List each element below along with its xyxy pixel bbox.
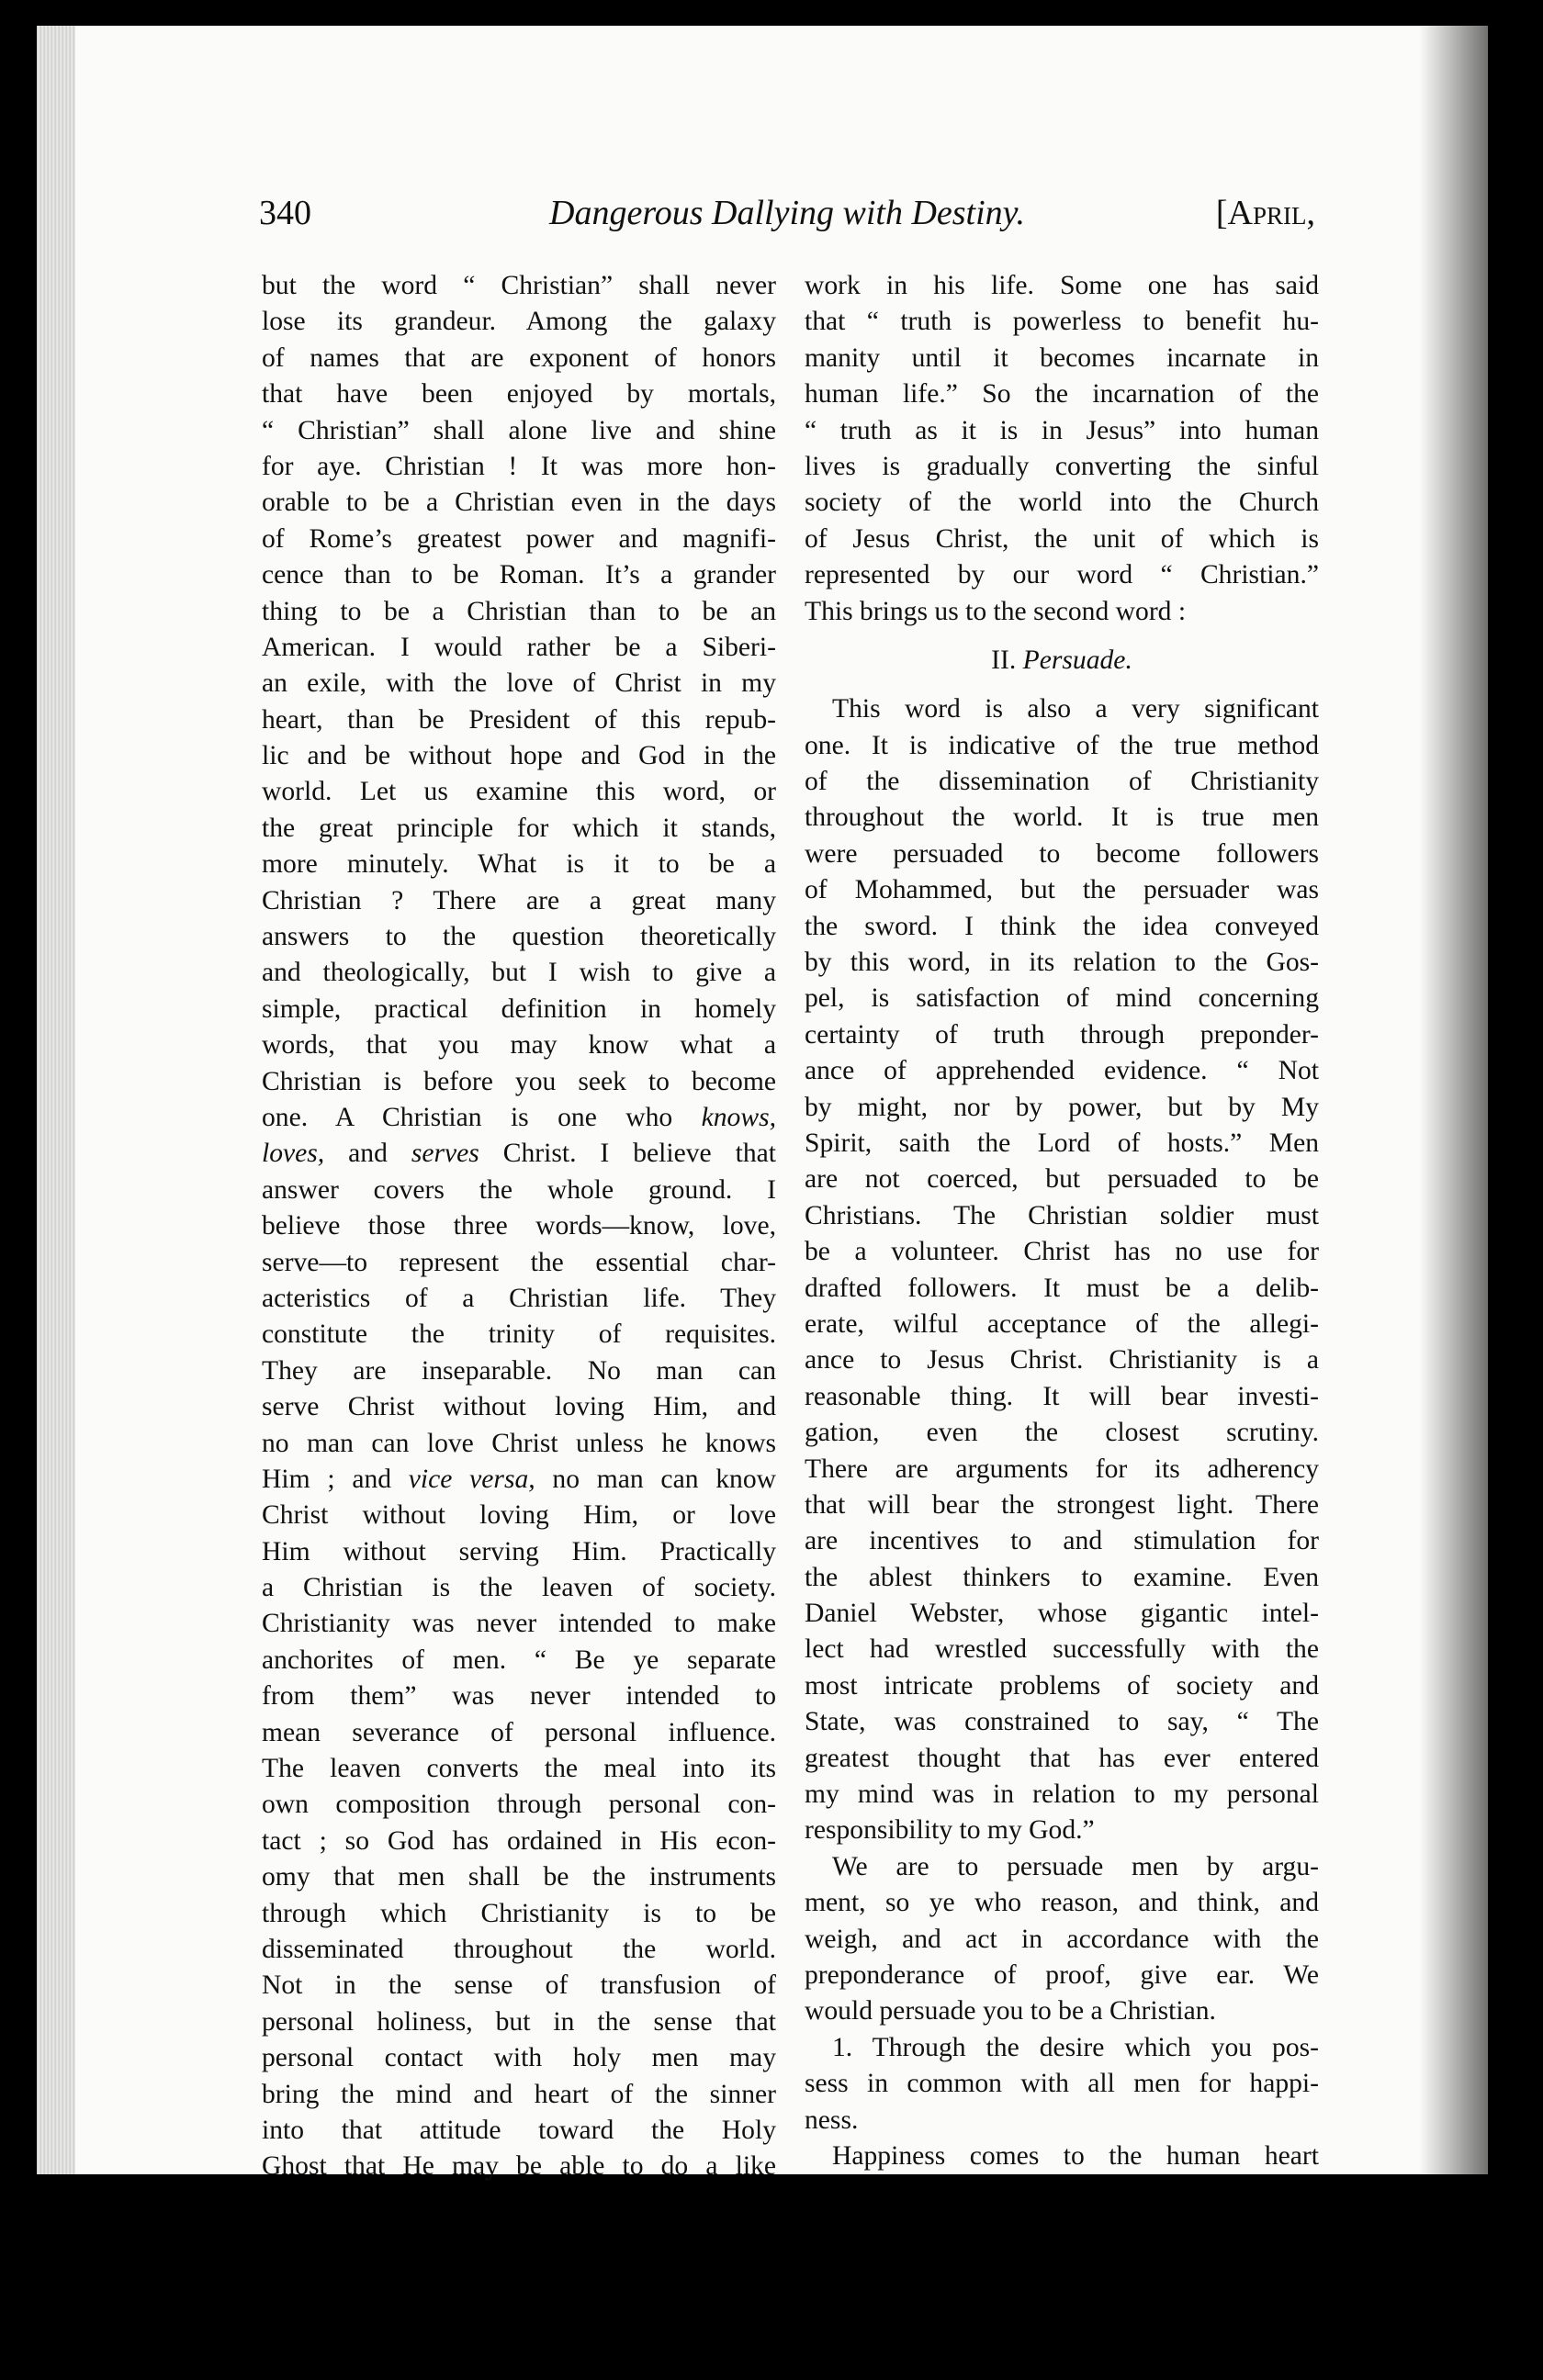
text-line: are not coerced, but persuaded to be xyxy=(805,1164,1319,1195)
text-line: Ghost that He may be able to do a like xyxy=(262,2151,776,2182)
text-line: into that attitude toward the Holy xyxy=(262,2115,776,2145)
text-line: of names that are exponent of honors xyxy=(262,342,776,373)
text-line: mean severance of personal influence. xyxy=(262,1717,776,1747)
text-line: acteristics of a Christian life. They xyxy=(262,1283,776,1313)
text-line: greatest thought that has ever entered xyxy=(805,1743,1319,1773)
text-line: are incentives to and stimulation for xyxy=(805,1526,1319,1556)
text-line: a Christian is the leaven of society. xyxy=(262,1573,776,1603)
text-line: omy that men shall be the instruments xyxy=(262,1862,776,1892)
text-line: Daniel Webster, whose gigantic intel- xyxy=(805,1599,1319,1629)
text-line: my mind was in relation to my personal xyxy=(805,1779,1319,1810)
text-line: lect had wrestled successfully with the xyxy=(805,1634,1319,1665)
text-line: that “ truth is powerless to benefit hu- xyxy=(805,307,1319,337)
text-line: weigh, and act in accordance with the xyxy=(805,1924,1319,1954)
text-line: We are to persuade men by argu- xyxy=(832,1851,1319,1881)
text-line: no man can love Christ unless he knows xyxy=(262,1428,776,1458)
text-line: sess in common with all men for happi- xyxy=(805,2069,1319,2099)
text-line: personal holiness, but in the sense that xyxy=(262,2006,776,2037)
text-line: answer covers the whole ground. I xyxy=(262,1174,776,1205)
text-line: work in his life. Some one has said xyxy=(805,271,1319,300)
text-line: This word is also a very significant xyxy=(832,694,1319,724)
text-line: The leaven converts the meal into its xyxy=(262,1754,776,1784)
text-line: 1. Through the desire which you pos- xyxy=(832,2032,1319,2062)
text-line: answers to the question theoretically xyxy=(262,922,776,952)
text-line: one. It is indicative of the true method xyxy=(805,730,1319,760)
text-line: constitute the trinity of requisites. xyxy=(262,1319,776,1350)
text-line: Christianity was never intended to make xyxy=(262,1609,776,1639)
gutter-shadow xyxy=(1419,26,1488,2174)
text-line: erate, wilful acceptance of the allegi- xyxy=(805,1308,1319,1339)
text-line: gation, even the closest scrutiny. xyxy=(805,1418,1319,1448)
text-line: personal contact with holy men may xyxy=(262,2043,776,2073)
text-line: words, that you may know what a xyxy=(262,1030,776,1061)
text-line: loves, and serves Christ. I believe that xyxy=(262,1139,776,1169)
text-line: Him ; and vice versa, no man can know xyxy=(262,1464,777,1494)
text-line: the sword. I think the idea conveyed xyxy=(805,911,1319,941)
text-line: human life.” So the incarnation of the xyxy=(805,379,1319,410)
text-line: lic and be without hope and God in the xyxy=(262,741,776,771)
text-line: ance to Jesus Christ. Christianity is a xyxy=(805,1345,1319,1375)
page-edge-stack xyxy=(37,26,75,2174)
running-title: Dangerous Dallying with Destiny. xyxy=(549,194,1025,232)
text-line: one. A Christian is one who knows, xyxy=(262,1102,776,1132)
text-line: the great principle for which it stands, xyxy=(262,813,776,843)
section-heading xyxy=(805,643,1319,679)
text-line: thing to be a Christian than to be an xyxy=(262,596,776,626)
text-line: Him without serving Him. Practically xyxy=(262,1536,776,1566)
text-line: for aye. Christian ! It was more hon- xyxy=(262,451,776,481)
text-line: disseminated throughout the world. xyxy=(262,1934,776,1964)
text-line: ance of apprehended evidence. “ Not xyxy=(805,1056,1319,1086)
text-line: drafted followers. It must be a delib- xyxy=(805,1273,1319,1303)
right-column xyxy=(805,268,1319,2174)
text-line: anchorites of men. “ Be ye separate xyxy=(262,1645,776,1675)
text-line: bring the mind and heart of the sinner xyxy=(262,2079,776,2109)
text-line: This brings us to the second word : xyxy=(805,596,1187,626)
text-line: certainty of truth through preponder- xyxy=(805,1019,1319,1050)
text-line: Happiness comes to the human heart xyxy=(832,2140,1319,2171)
text-line: serve Christ without loving Him, and xyxy=(262,1392,776,1422)
text-line: They are inseparable. No man can xyxy=(262,1355,776,1386)
text-line: Christian ? There are a great many xyxy=(262,885,776,915)
text-line: through which Christianity is to be xyxy=(262,1898,776,1928)
text-line: American. I would rather be a Siberi- xyxy=(262,632,776,662)
text-line: “ Christian” shall alone live and shine xyxy=(262,415,776,445)
text-line: Spirit, saith the Lord of hosts.” Men xyxy=(805,1128,1319,1158)
text-line: throughout the world. It is true men xyxy=(805,803,1319,833)
text-line: preponderance of proof, give ear. We xyxy=(805,1959,1319,1990)
text-line: of Rome’s greatest power and magnifi- xyxy=(262,523,776,554)
text-line: reasonable thing. It will bear investi- xyxy=(805,1381,1319,1411)
text-line: the ablest thinkers to examine. Even xyxy=(805,1562,1319,1592)
text-line: serve—to represent the essential char- xyxy=(262,1247,776,1277)
text-line: ment, so ye who reason, and think, and xyxy=(805,1888,1319,1918)
text-line: orable to be a Christian even in the days xyxy=(262,488,776,518)
text-line: were persuaded to become followers xyxy=(805,838,1319,869)
text-line: heart, than be President of this repub- xyxy=(262,704,776,735)
page-number: 340 xyxy=(259,194,311,232)
text-line: society of the world into the Church xyxy=(805,488,1319,518)
text-line: cence than to be Roman. It’s a grander xyxy=(262,560,776,590)
text-line: but the word “ Christian” shall never xyxy=(262,271,776,300)
text-line: believe those three words—know, love, xyxy=(262,1211,776,1241)
text-line: tact ; so God has ordained in His econ- xyxy=(262,1825,776,1856)
text-line: world. Let us examine this word, or xyxy=(262,777,776,807)
text-line: pel, is satisfaction of mind concerning xyxy=(805,983,1319,1014)
text-line: manity until it becomes incarnate in xyxy=(805,342,1319,373)
text-line: own composition through personal con- xyxy=(262,1790,776,1820)
text-line: responsibility to my God.” xyxy=(805,1815,1095,1846)
right-column-top xyxy=(805,268,1319,630)
text-line: lose its grandeur. Among the galaxy xyxy=(262,307,776,337)
text-line: Christians. The Christian soldier must xyxy=(805,1200,1319,1230)
text-line: be a volunteer. Christ has no use for xyxy=(805,1237,1319,1267)
text-line: more minutely. What is it to be a xyxy=(262,849,776,880)
running-header-month: [April, xyxy=(1215,194,1315,232)
text-line: State, was constrained to say, “ The xyxy=(805,1707,1319,1737)
text-line: of Mohammed, but the persuader was xyxy=(805,875,1319,905)
text-line: that have been enjoyed by mortals, xyxy=(262,379,776,410)
text-line: simple, practical definition in homely xyxy=(262,994,776,1024)
section-numeral: II. xyxy=(991,645,1017,675)
text-line: represented by our word “ Christian.” xyxy=(805,560,1319,590)
text-line: of the dissemination of Christianity xyxy=(805,767,1319,797)
text-line: by might, nor by power, but by My xyxy=(805,1092,1319,1122)
text-line: an exile, with the love of Christ in my xyxy=(262,668,776,699)
text-line: would persuade you to be a Christian. xyxy=(805,1996,1216,2026)
text-line: Christ without loving Him, or love xyxy=(262,1500,776,1531)
text-line: and theologically, but I wish to give a xyxy=(262,958,776,988)
text-line: Christian is before you seek to become xyxy=(262,1066,776,1096)
left-column xyxy=(262,268,776,2185)
text-line: ness. xyxy=(805,2105,859,2135)
text-line: of Jesus Christ, the unit of which is xyxy=(805,523,1319,554)
running-header xyxy=(259,193,1315,248)
section-word: Persuade. xyxy=(1022,645,1132,675)
text-line: from them” was never intended to xyxy=(262,1681,776,1712)
text-line: most intricate problems of society and xyxy=(805,1670,1319,1701)
right-column-bottom xyxy=(805,691,1319,2174)
text-line: that will bear the strongest light. There xyxy=(805,1489,1319,1520)
text-line: by this word, in its relation to the Gos- xyxy=(805,948,1319,978)
text-line: “ truth as it is in Jesus” into human xyxy=(805,415,1319,445)
text-line: Not in the sense of transfusion of xyxy=(262,1970,776,2001)
text-line: There are arguments for its adherency xyxy=(805,1454,1319,1484)
text-line: lives is gradually converting the sinful xyxy=(805,451,1319,481)
